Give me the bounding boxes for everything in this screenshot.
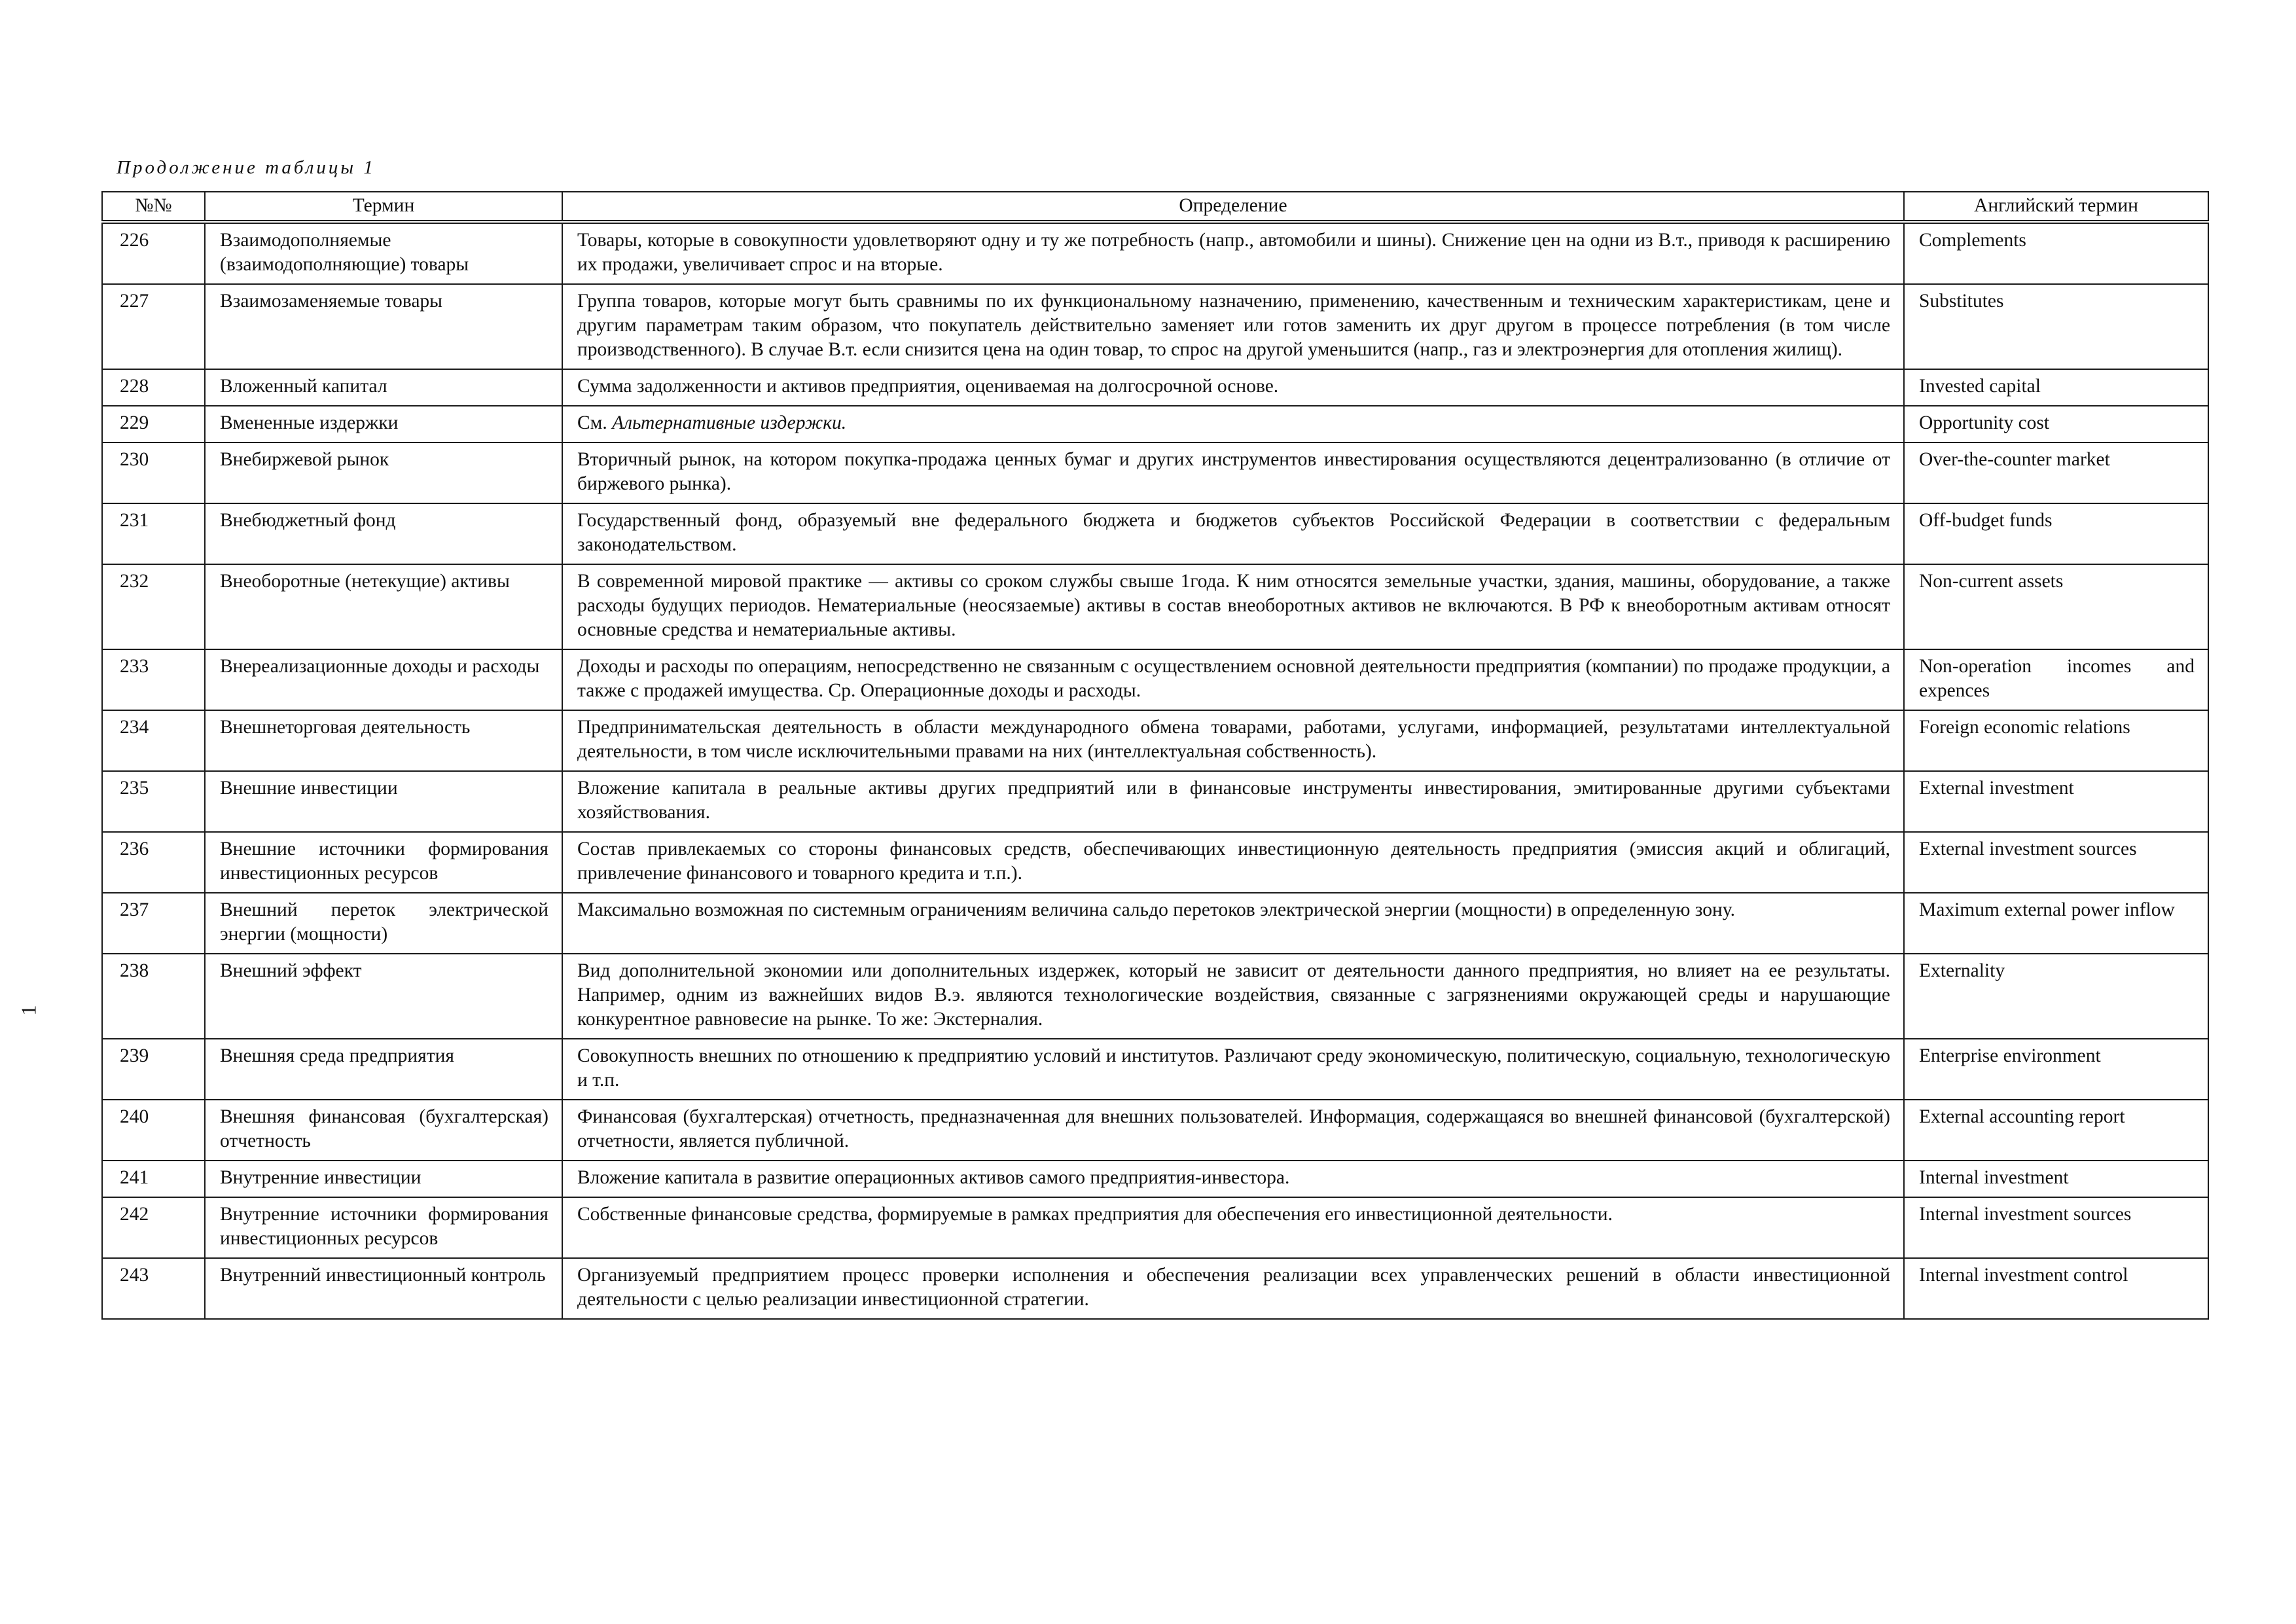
row-term: Внешние источники формирования инвестиционных ресурсов (205, 832, 562, 893)
row-num: 239 (102, 1039, 205, 1100)
header-term: Термин (205, 192, 562, 222)
row-english-term: Invested capital (1904, 369, 2208, 406)
table-row (102, 284, 2208, 369)
row-num: 231 (102, 503, 205, 564)
row-definition: Состав привлекаемых со стороны финансовых средств, обеспечивающих инвестиционную деятельность предприятия (эмиссия акций и облигаций, привлечение финансового и товарного кредита и т.п.). (562, 832, 1904, 893)
row-english-term: Externality (1904, 954, 2208, 1039)
table-header-row (102, 192, 2208, 222)
row-num: 234 (102, 710, 205, 771)
row-english-term: Maximum external power inflow (1904, 893, 2208, 954)
table-row (102, 832, 2208, 893)
row-english-term: Internal investment sources (1904, 1197, 2208, 1258)
row-english-term: Non-operation incomes and expences (1904, 649, 2208, 710)
table-row (102, 442, 2208, 503)
row-definition: Собственные финансовые средства, формируемые в рамках предприятия для обеспечения его инвестиционной деятельности. (562, 1197, 1904, 1258)
row-term: Внешняя среда предприятия (205, 1039, 562, 1100)
row-num: 240 (102, 1100, 205, 1161)
cross-reference: Альтернативные издержки. (612, 412, 847, 433)
row-num: 242 (102, 1197, 205, 1258)
row-definition: Сумма задолженности и активов предприятия, оцениваемая на долгосрочной основе. (562, 369, 1904, 406)
row-term: Взаимодополняемые (взаимодополняющие) товары (205, 222, 562, 284)
row-term: Внебиржевой рынок (205, 442, 562, 503)
row-definition: В современной мировой практике — активы со сроком службы свыше 1года. К ним относятся земельные участки, здания, машины, оборудование, а также расходы будущих периодов. Нематериальные (неосязаемые) активы в состав внеоборотных активов не включаются. В РФ к внеоборотным активам относят основные средства и нематериальные активы. (562, 564, 1904, 649)
row-term: Внешние инвестиции (205, 771, 562, 832)
table-row (102, 1100, 2208, 1161)
row-english-term: Internal investment control (1904, 1258, 2208, 1319)
row-definition: Вид дополнительной экономии или дополнительных издержек, который не зависит от деятельности данного предприятия, но влияет на ее результаты. Например, одним из важнейших видов В.э. являются технологические воздействия, связанные с загрязнениями окружающей среды и нарушающие конкурентное равновесие на рынке. То же: Экстерналия. (562, 954, 1904, 1039)
row-definition: Вложение капитала в развитие операционных активов самого предприятия-инвестора. (562, 1161, 1904, 1197)
row-term: Вложенный капитал (205, 369, 562, 406)
row-num: 243 (102, 1258, 205, 1319)
row-definition: Максимально возможная по системным ограничениям величина сальдо перетоков электрической энергии (мощности) в определенную зону. (562, 893, 1904, 954)
header-definition: Определение (562, 192, 1904, 222)
table-row (102, 710, 2208, 771)
row-definition: Организуемый предприятием процесс проверки исполнения и обеспечения реализации всех управленческих решений в области инвестиционной деятельности с целью реализации инвестиционной стратегии. (562, 1258, 1904, 1319)
row-num: 228 (102, 369, 205, 406)
row-definition: Вторичный рынок, на котором покупка-продажа ценных бумаг и других инструментов инвестирования осуществляются децентрализованно (в отличие от биржевого рынка). (562, 442, 1904, 503)
header-english: Английский термин (1904, 192, 2208, 222)
row-definition: Вложение капитала в реальные активы других предприятий или в финансовые инструменты инвестирования, эмитированные другими субъектами хозяйствования. (562, 771, 1904, 832)
table-caption: Продолжение таблицы 1 (117, 157, 376, 178)
row-english-term: Over-the-counter market (1904, 442, 2208, 503)
row-definition: См. Альтернативные издержки. (562, 406, 1904, 442)
row-term: Вмененные издержки (205, 406, 562, 442)
row-term: Внебюджетный фонд (205, 503, 562, 564)
row-term: Внешний переток электрической энергии (мощности) (205, 893, 562, 954)
row-num: 229 (102, 406, 205, 442)
row-term: Внутренние источники формирования инвестиционных ресурсов (205, 1197, 562, 1258)
row-num: 227 (102, 284, 205, 369)
row-definition: Государственный фонд, образуемый вне федерального бюджета и бюджетов субъектов Российской Федерации в соответствии с федеральным законодательством. (562, 503, 1904, 564)
row-term: Внереализационные доходы и расходы (205, 649, 562, 710)
row-english-term: Foreign economic relations (1904, 710, 2208, 771)
row-term: Внутренние инвестиции (205, 1161, 562, 1197)
row-definition: Товары, которые в совокупности удовлетворяют одну и ту же потребность (напр., автомобили и шины). Снижение цен на одни из В.т., приводя к расширению их продажи, увеличивает спрос и на вторые. (562, 222, 1904, 284)
row-english-term: Non-current assets (1904, 564, 2208, 649)
table-body (102, 222, 2208, 1319)
table-row (102, 1258, 2208, 1319)
row-definition: Совокупность внешних по отношению к предприятию условий и институтов. Различают среду экономическую, политическую, социальную, технологическую и т.п. (562, 1039, 1904, 1100)
table-row (102, 954, 2208, 1039)
row-english-term: Off-budget funds (1904, 503, 2208, 564)
table-row (102, 406, 2208, 442)
glossary-table (101, 191, 2209, 1320)
row-num: 232 (102, 564, 205, 649)
row-num: 241 (102, 1161, 205, 1197)
table-row (102, 893, 2208, 954)
row-num: 236 (102, 832, 205, 893)
row-english-term: Complements (1904, 222, 2208, 284)
row-definition: Доходы и расходы по операциям, непосредственно не связанным с осуществлением основной деятельности предприятия (компании) по продаже продукции, а также с продажей имущества. Ср. Операционные доходы и расходы. (562, 649, 1904, 710)
row-term: Внутренний инвестиционный контроль (205, 1258, 562, 1319)
table-row (102, 222, 2208, 284)
table-row (102, 1039, 2208, 1100)
row-english-term: Opportunity cost (1904, 406, 2208, 442)
header-num: №№ (102, 192, 205, 222)
row-definition: Группа товаров, которые могут быть сравнимы по их функциональному назначению, применению, качественным и техническим характеристикам, цене и другим параметрам таким образом, что покупатель действительно заменяет или готов заменить их друг другом в процессе потребления (в том числе производственного). В случае В.т. если снизится цена на один товар, то спрос на другой уменьшится (напр., газ и электроэнергия для отопления жилищ). (562, 284, 1904, 369)
table-row (102, 564, 2208, 649)
row-term: Внеоборотные (нетекущие) активы (205, 564, 562, 649)
row-num: 238 (102, 954, 205, 1039)
page-side-mark: 1 (16, 1005, 41, 1016)
row-term: Внешний эффект (205, 954, 562, 1039)
row-english-term: External accounting report (1904, 1100, 2208, 1161)
row-english-term: Substitutes (1904, 284, 2208, 369)
table-row (102, 1161, 2208, 1197)
table-row (102, 503, 2208, 564)
table-row (102, 771, 2208, 832)
row-num: 233 (102, 649, 205, 710)
row-num: 237 (102, 893, 205, 954)
row-num: 226 (102, 222, 205, 284)
row-definition: Предпринимательская деятельность в области международного обмена товарами, работами, услугами, информацией, результатами интеллектуальной деятельности, в том числе исключительными правами на них (интеллектуальная собственность). (562, 710, 1904, 771)
row-num: 235 (102, 771, 205, 832)
row-english-term: Internal investment (1904, 1161, 2208, 1197)
table-row (102, 1197, 2208, 1258)
table-row (102, 369, 2208, 406)
table-row (102, 649, 2208, 710)
row-english-term: External investment sources (1904, 832, 2208, 893)
row-term: Внешняя финансовая (бухгалтерская) отчетность (205, 1100, 562, 1161)
row-definition: Финансовая (бухгалтерская) отчетность, предназначенная для внешних пользователей. Информация, содержащаяся во внешней финансовой (бухгалтерской) отчетности, является публичной. (562, 1100, 1904, 1161)
row-english-term: External investment (1904, 771, 2208, 832)
row-term: Внешнеторговая деятельность (205, 710, 562, 771)
row-term: Взаимозаменяемые товары (205, 284, 562, 369)
row-num: 230 (102, 442, 205, 503)
row-english-term: Enterprise environment (1904, 1039, 2208, 1100)
